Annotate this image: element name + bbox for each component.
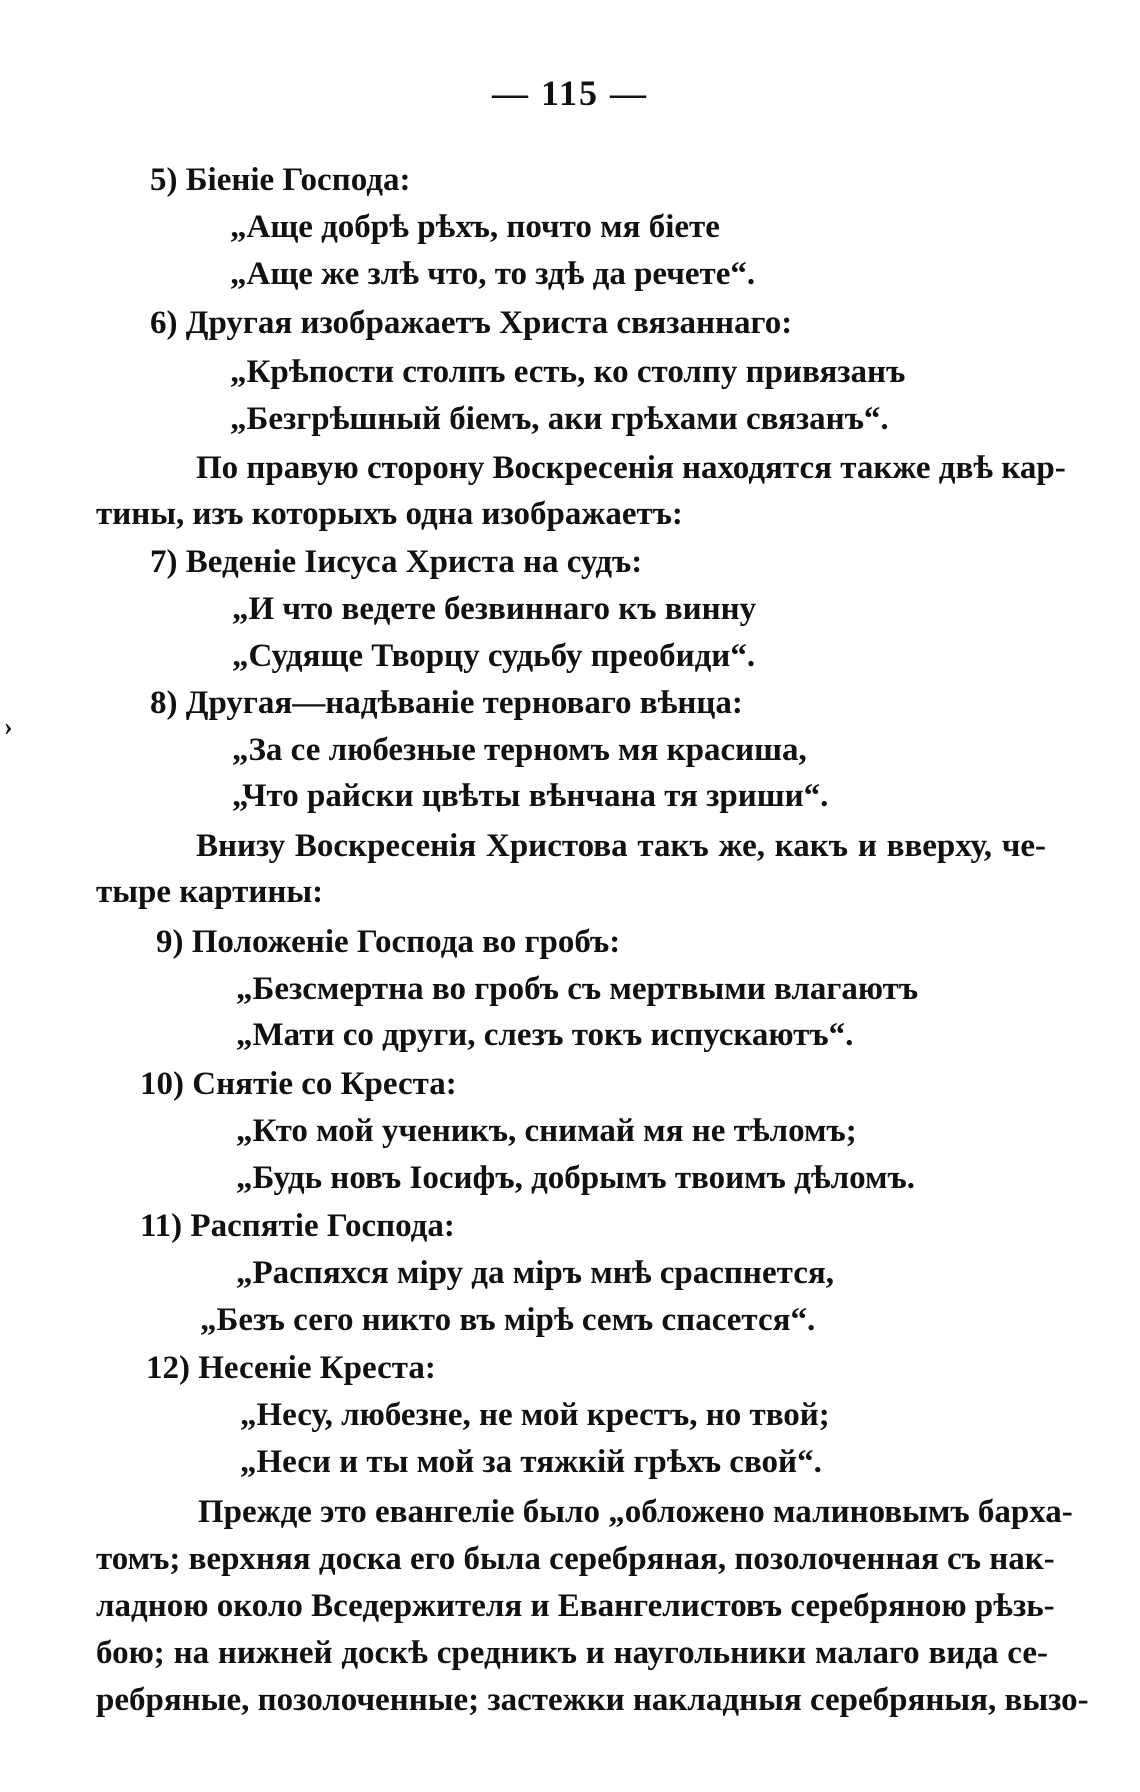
text-line: „Распяхся міру да міръ мнѣ сраспнется, [236, 1255, 834, 1291]
text-line: 9) Положеніе Господа во гробъ: [156, 924, 621, 960]
text-line: тыре картины: [96, 874, 324, 910]
text-line: „Неси и ты мой за тяжкій грѣхъ свой“. [240, 1444, 822, 1480]
text-line: ребряные, позолоченные; застежки накладныя серебряныя, вызо- [96, 1682, 1089, 1718]
text-line: „Судяще Творцу судьбу преобиди“. [232, 638, 756, 674]
text-line: „И что ведете безвиннаго къ винну [232, 591, 757, 627]
text-line: „Мати со други, слезъ токъ испускаютъ“. [236, 1017, 854, 1053]
text-line: ладною около Вседержителя и Евангелистовъ серебряною рѣзь- [96, 1588, 1055, 1624]
page-number: — 115 — [491, 73, 648, 113]
text-line: 12) Несеніе Креста: [146, 1350, 436, 1386]
text-line: „Безсмертна во гробъ съ мертвыми влагаютъ [236, 971, 919, 1007]
text-line: 10) Снятіе со Креста: [140, 1066, 457, 1102]
text-line: Внизу Воскресенія Христова такъ же, какъ и вверху, че- [196, 828, 1046, 864]
text-line: 11) Распятіе Господа: [140, 1208, 455, 1244]
text-line: 7) Веденіе Іисуса Христа на судъ: [150, 544, 643, 580]
margin-mark: › [4, 712, 13, 741]
text-line: По правую сторону Воскресенія находятся также двѣ кар- [196, 450, 1066, 486]
text-line: „Безъ сего никто въ мірѣ семъ спасется“. [200, 1302, 816, 1338]
text-line: „Аще же злѣ что, то здѣ да речете“. [230, 256, 756, 292]
text-line: томъ; верхняя доска его была серебряная, позолоченная съ нак- [96, 1541, 1055, 1577]
text-line: „Несу, любезне, не мой крестъ, но твой; [240, 1397, 830, 1433]
text-line: „За се любезные терномъ мя красиша, [232, 732, 807, 768]
text-line: Прежде это евангеліе было „обложено малиновымъ барха- [198, 1494, 1073, 1530]
text-line: „Кто мой ученикъ, снимай мя не тѣломъ; [236, 1113, 857, 1149]
text-line: „Аще добрѣ рѣхъ, почто мя біете [230, 209, 720, 245]
text-line: 6) Другая изображаетъ Христа связаннаго: [150, 305, 793, 341]
text-line: 5) Біеніе Господа: [150, 162, 411, 198]
text-line: тины, изъ которыхъ одна изображаетъ: [96, 496, 683, 532]
text-line: 8) Другая—надѣваніе терноваго вѣнца: [150, 685, 743, 721]
text-line: „Что райски цвѣты вѣнчана тя зриши“. [232, 778, 829, 814]
text-line: бою; на нижней доскѣ средникъ и наугольники малаго вида се- [96, 1635, 1048, 1671]
text-line: „Безгрѣшный біемъ, аки грѣхами связанъ“. [230, 401, 889, 437]
text-line: „Будь новъ Іосифъ, добрымъ твоимъ дѣломъ. [236, 1160, 915, 1196]
text-line: „Крѣпости столпъ есть, ко столпу привязанъ [230, 354, 906, 390]
